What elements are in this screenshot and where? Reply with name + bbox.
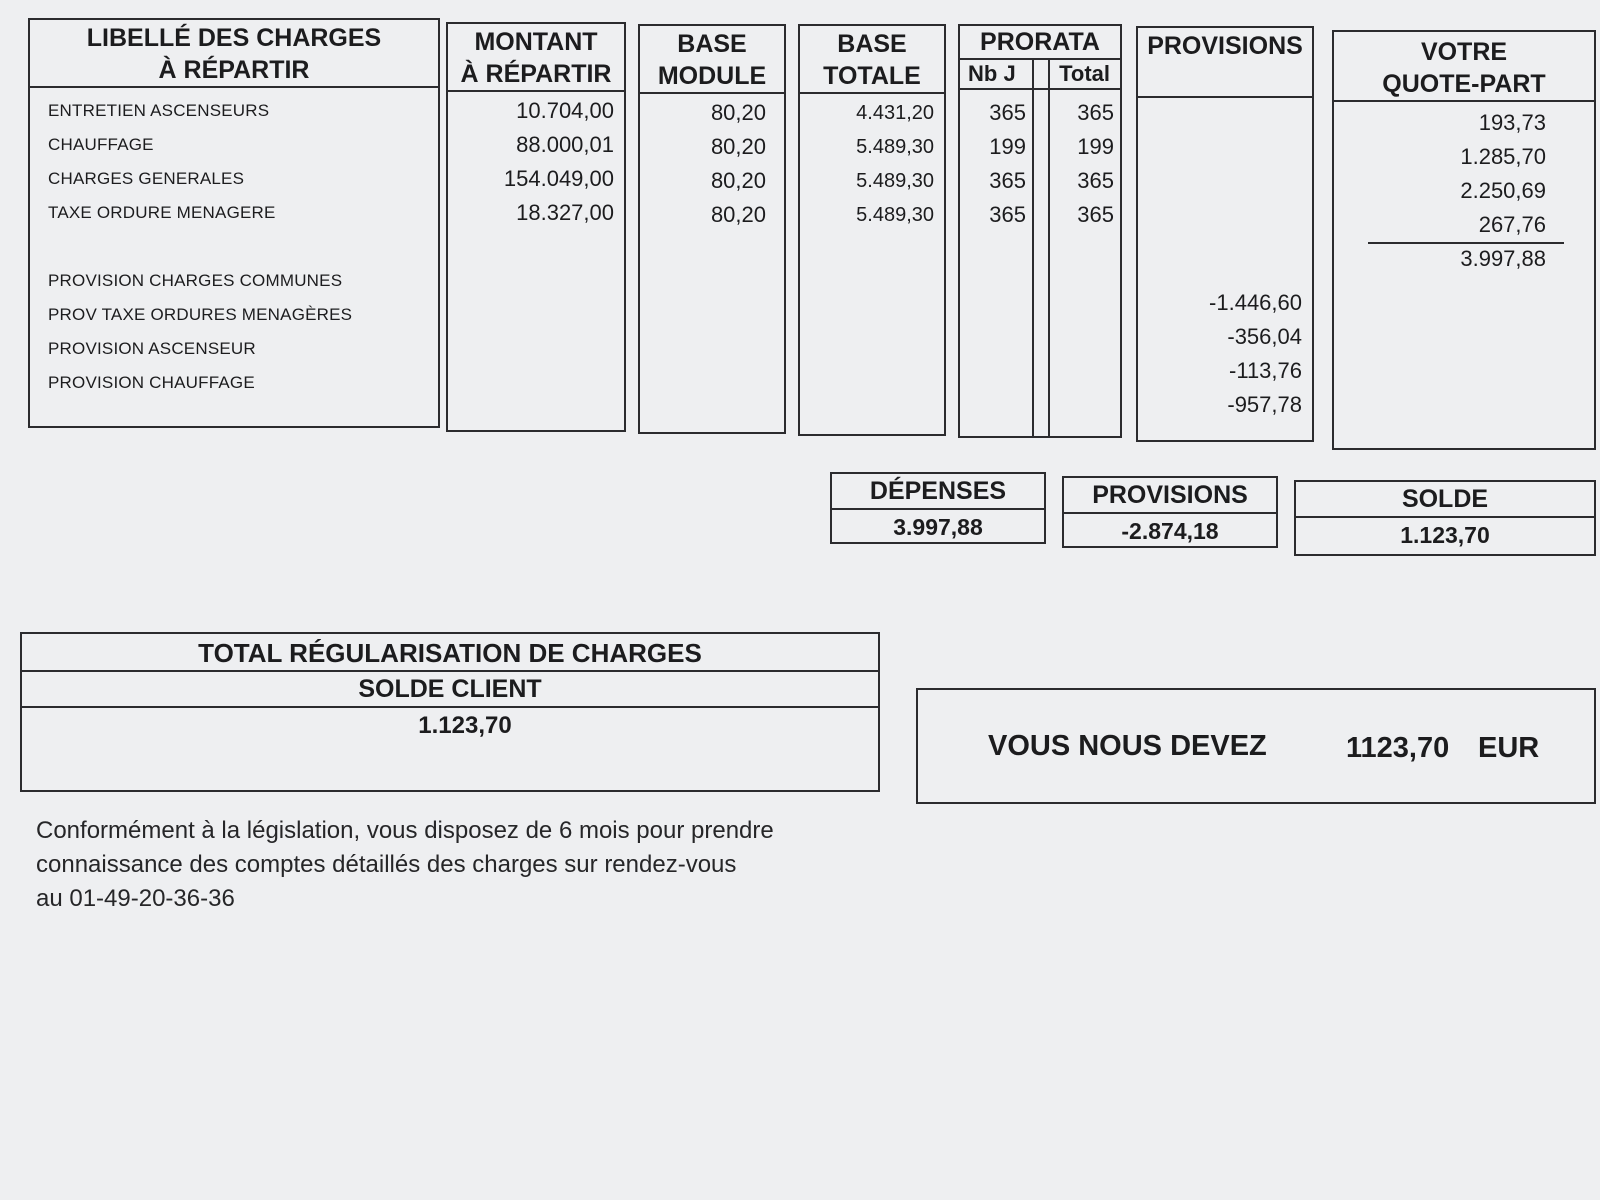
provision-label: PROVISION CHAUFFAGE [48,373,255,392]
charge-label: ENTRETIEN ASCENSEURS [48,101,270,120]
provisions-summary-value: -2.874,18 [1121,518,1219,544]
prorata-column [958,24,1122,438]
provisions-summary-box [1062,476,1278,548]
quote-part-value: 267,76 [1478,212,1546,237]
solde-label: SOLDE [1296,482,1594,518]
montant-value: 88.000,01 [516,132,614,157]
prorata-total-header: Total [1059,61,1110,86]
base-totale-column [798,24,946,436]
regularisation-box [20,632,880,792]
prorata-total-value: 199 [1077,134,1114,159]
provision-label: PROV TAXE ORDURES MENAGÈRES [48,305,353,324]
provisions-summary-label: PROVISIONS [1064,478,1276,514]
quote-part-value: 1.285,70 [1460,144,1546,169]
prorata-nbj-header: Nb J [968,61,1016,86]
provision-value: -957,78 [1227,392,1302,417]
quote-part-total: 3.997,88 [1460,246,1546,271]
prorata-nbj-value: 365 [989,168,1026,193]
quote-part-column [1332,30,1596,450]
amount-due-text: VOUS NOUS DEVEZ [988,730,1267,762]
charge-label: CHAUFFAGE [48,135,154,154]
legal-note-line: au 01-49-20-36-36 [36,885,235,912]
base-totale-value: 4.431,20 [856,102,934,124]
prorata-total-value: 365 [1077,168,1114,193]
legal-note-line: Conformément à la législation, vous disposez de 6 mois pour prendre [36,817,774,844]
base-module-value: 80,20 [710,202,766,227]
base-module-value: 80,20 [710,168,766,193]
provision-label: PROVISION ASCENSEUR [48,339,256,358]
provision-label: PROVISION CHARGES COMMUNES [48,271,343,290]
provision-value: -113,76 [1229,358,1302,383]
libelle-column [28,18,440,428]
prorata-nbj-value: 199 [989,134,1026,159]
libelle-header: LIBELLÉ DES CHARGES À RÉPARTIR [30,20,438,88]
prorata-header: PRORATA [960,26,1120,60]
depenses-value: 3.997,88 [893,514,983,540]
montant-value: 154.049,00 [503,166,614,191]
base-module-value: 80,20 [710,100,766,125]
base-totale-value: 5.489,30 [856,170,934,192]
amount-due-box [916,688,1596,804]
amount-due-value: 1123,70 [1346,732,1450,764]
montant-column [446,22,626,432]
montant-value: 18.327,00 [516,200,614,225]
sum-rule [1368,242,1564,244]
legal-note [36,814,774,916]
provision-value: -1.446,60 [1209,290,1302,315]
quote-part-header: VOTRE QUOTE-PART [1334,32,1594,102]
amount-due-currency: EUR [1478,732,1540,764]
quote-part-value: 193,73 [1478,110,1546,135]
solde-value: 1.123,70 [1400,522,1490,548]
base-totale-header: BASE TOTALE [800,26,944,94]
prorata-total-value: 365 [1077,202,1114,227]
prorata-nbj-value: 365 [989,100,1026,125]
base-totale-value: 5.489,30 [856,204,934,226]
charge-label: CHARGES GENERALES [48,169,245,188]
base-module-value: 80,20 [710,134,766,159]
depenses-box [830,472,1046,544]
prorata-nbj-value: 365 [989,202,1026,227]
solde-client-label: SOLDE CLIENT [22,672,878,708]
montant-value: 10.704,00 [516,98,614,123]
quote-part-value: 2.250,69 [1460,178,1546,203]
solde-box [1294,480,1596,556]
depenses-label: DÉPENSES [832,474,1044,510]
base-totale-value: 5.489,30 [856,136,934,158]
base-module-column [638,24,786,434]
charge-label: TAXE ORDURE MENAGERE [48,203,276,222]
base-module-header: BASE MODULE [640,26,784,94]
provisions-header: PROVISIONS [1138,28,1312,98]
provisions-column [1136,26,1314,442]
legal-note-line: connaissance des comptes détaillés des charges sur rendez-vous [36,851,737,878]
provision-value: -356,04 [1227,324,1302,349]
montant-header: MONTANT À RÉPARTIR [448,24,624,92]
prorata-total-value: 365 [1077,100,1114,125]
solde-client-value: 1.123,70 [418,712,512,739]
regularisation-title: TOTAL RÉGULARISATION DE CHARGES [22,634,878,672]
